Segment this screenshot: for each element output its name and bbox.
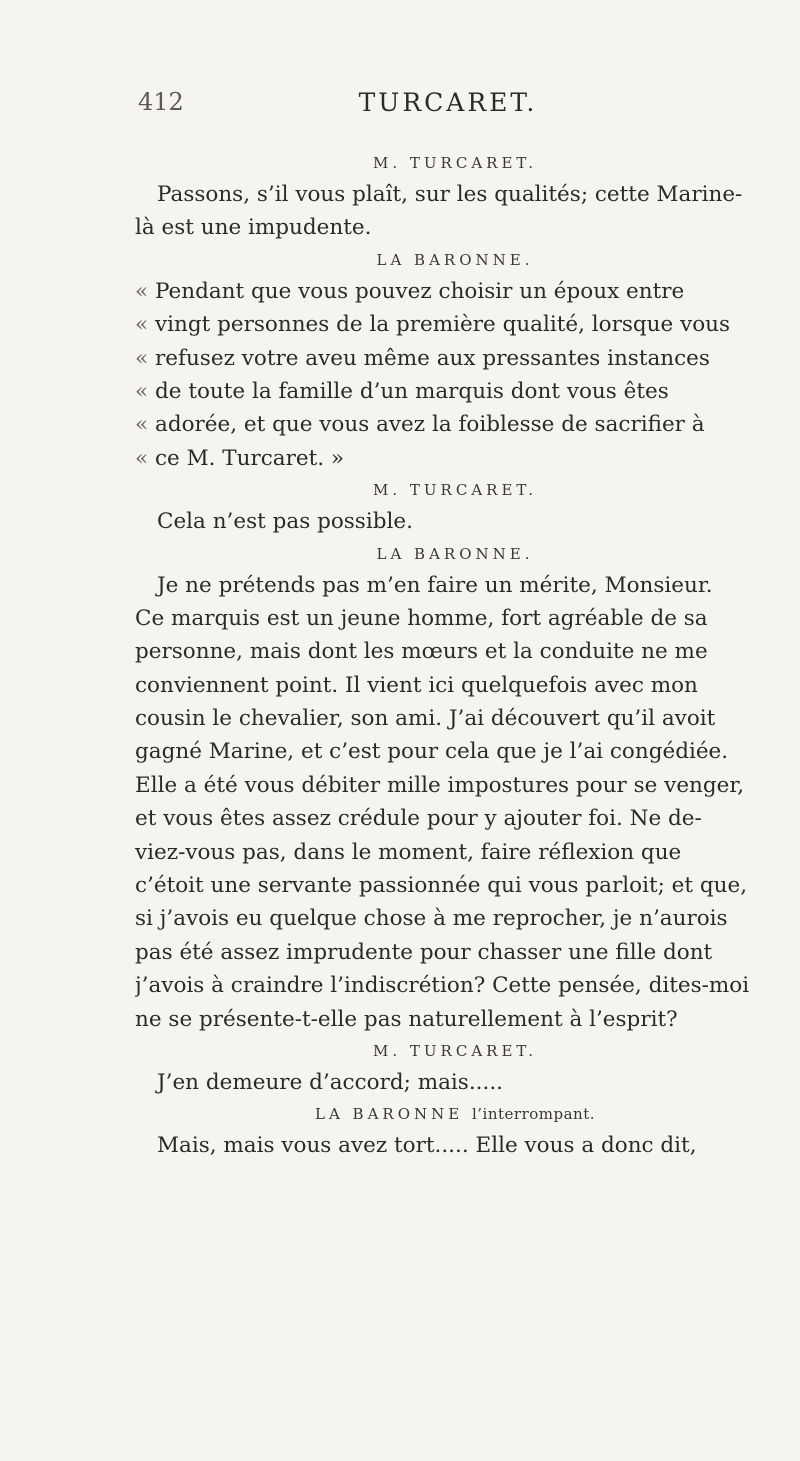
line-text: Mais, mais vous avez tort..... Elle vous a donc dit, [157,1133,697,1159]
quote-mark: « [135,412,149,438]
line-text: de toute la famille d’un marquis dont vous êtes [155,378,669,404]
speaker-label: M. TURCARET. [373,481,537,500]
line-text: adorée, et que vous avez la foiblesse de sacrifier à [155,412,705,438]
text-line [135,442,775,475]
text-line [135,1066,775,1099]
line-text: j’avois à craindre l’indiscrétion? Cette pensée, dites-moi [135,973,750,999]
line-text: Passons, s’il vous plaît, sur les qualités; cette Marine- [157,182,743,207]
line-text: c’étoit une servante passionnée qui vous parloit; et que, [135,873,748,899]
line-text: ne se présente-t-elle pas naturellement à l’esprit? [135,1006,678,1032]
running-title: TURCARET. [358,88,538,117]
text-line [135,969,775,1002]
text-line [135,836,775,869]
text-line [135,375,775,408]
line-text: gagné Marine, et c’est pour cela que je l’ai congédiée. [135,739,729,765]
text-line [135,211,775,244]
speaker-label: LA BARONNE. [376,544,534,563]
text-line [135,602,775,635]
line-text: Ce marquis est un jeune homme, fort agréable de sa [135,605,708,631]
text-line [135,408,775,441]
line-text: Cela n’est pas possible. [157,509,413,535]
text-line [135,936,775,969]
line-text: là est une impudente. [135,215,372,241]
text-line [135,635,775,668]
speaker-name [135,475,775,505]
speaker-name [135,1099,775,1129]
speaker-name [135,539,775,569]
line-text: Pendant que vous pouvez choisir un époux entre [155,278,685,304]
quote-mark: « [135,278,149,304]
speaker-name [135,1036,775,1066]
line-text: conviennent point. Il vient ici quelquefois avec mon [135,672,698,698]
speaker-name [135,148,775,178]
text-line [135,869,775,902]
speaker-label: LA BARONNE. [376,250,534,269]
text-line [135,342,775,375]
quote-mark: « [135,312,149,338]
text-line [135,308,775,341]
quote-mark: « [135,378,149,404]
text-line [135,275,775,308]
page-number: 412 [138,88,184,116]
quote-mark: « [135,445,149,471]
line-text: refusez votre aveu même aux pressantes instances [155,345,710,371]
text-line [135,902,775,935]
speaker-label: M. TURCARET. [373,154,537,172]
text-line [135,702,775,735]
line-text: Je ne prétends pas m’en faire un mérite, Monsieur. [157,572,713,598]
text-line [135,1003,775,1036]
text-line [135,802,775,835]
line-text: viez-vous pas, dans le moment, faire réflexion que [135,839,682,865]
line-text: pas été assez imprudente pour chasser une fille dont [135,939,713,965]
speaker-label: M. TURCARET. [373,1041,537,1060]
stage-direction: l’interrompant. [471,1105,596,1124]
line-text: cousin le chevalier, son ami. J’ai découvert qu’il avoit [135,706,716,732]
text-line [135,505,775,538]
text-line [135,178,775,211]
speaker-name [135,245,775,275]
line-text: personne, mais dont les mœurs et la conduite ne me [135,639,708,665]
dialogue-text [135,148,775,1163]
text-line [135,569,775,602]
line-text: Elle a été vous débiter mille impostures pour se venger, [135,772,745,798]
line-text: et vous êtes assez crédule pour y ajouter foi. Ne de- [135,806,702,832]
line-text: vingt personnes de la première qualité, lorsque vous [155,312,731,338]
line-text: si j’avois eu quelque chose à me reprocher, je n’aurois [135,906,728,932]
page-header [138,88,758,122]
quote-mark: « [135,345,149,371]
text-line [135,769,775,802]
text-line [135,735,775,768]
text-line [135,669,775,702]
line-text: J’en demeure d’accord; mais..... [157,1069,503,1095]
text-line [135,1129,775,1162]
line-text: ce M. Turcaret. » [155,445,345,471]
speaker-label: LA BARONNE [314,1105,464,1124]
